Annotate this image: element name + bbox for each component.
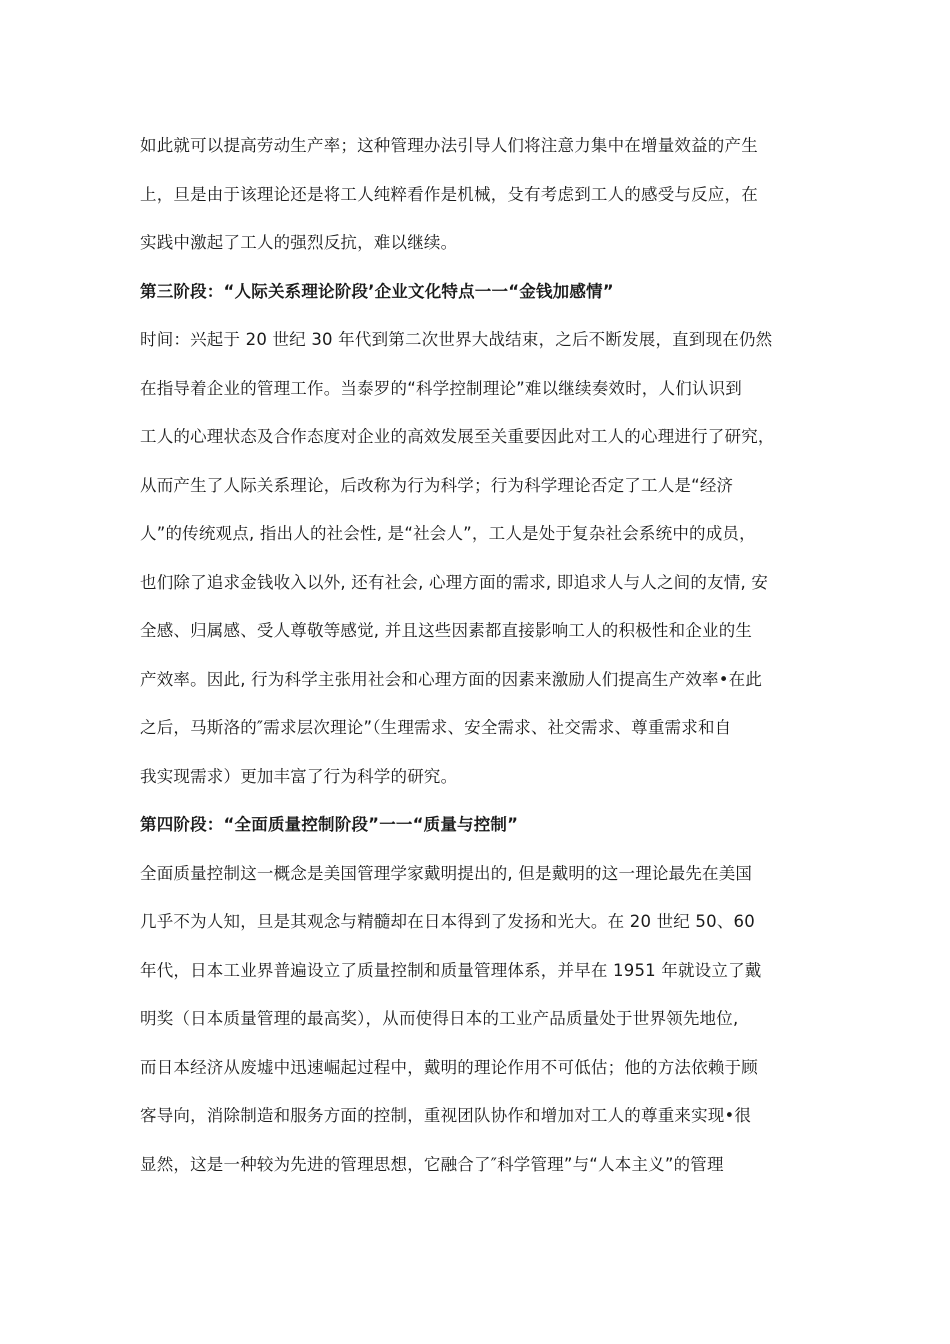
text-line: 我实现需求）更加丰富了行为科学的研究。 — [140, 766, 458, 786]
section-heading-stage-4: 第四阶段：“全面质量控制阶段”一一“质量与控制” — [140, 815, 519, 834]
text-line: 明奖（日本质量管理的最高奖），从而使得日本的工业产品质量处于世界领先地位, — [140, 1009, 739, 1028]
text-line: 实践中激起了工人的强烈反抗，难以继续。 — [140, 233, 458, 252]
text-line: 从而产生了人际关系理论，后改称为行为科学；行为科学理论否定了工人是“经济 — [140, 475, 734, 495]
text-line: 时间：兴起于 20 世纪 30 年代到第二次世界大战结束，之后不断发展，直到现在仍然 — [140, 330, 773, 349]
text-line: 也们除了追求金钱收入以外, 还有社会, 心理方面的需求, 即追求人与人之间的友情, 安 — [140, 572, 769, 592]
text-line: 如此就可以提高劳动生产率；这种管理办法引导人们将注意力集中在增量效益的产生 — [140, 136, 758, 155]
text-line: 工人的心理状态及合作态度对企业的高效发展至关重要因此对工人的心理进行了研究， — [140, 427, 775, 446]
document-page — [140, 122, 812, 1189]
text-line: 之后，马斯洛的″需求层次理论”（生理需求、安全需求、社交需求、尊重需求和自 — [140, 718, 732, 737]
text-line: 客导向，消除制造和服务方面的控制，重视团队协作和增加对工人的尊重来实现•很 — [140, 1106, 752, 1125]
text-line: 产效率。因此, 行为科学主张用社会和心理方面的因素来激励人们提高生产效率•在此 — [140, 669, 763, 689]
text-line: 而日本经济从废墟中迅速崛起过程中，戴明的理论作用不可低估；他的方法依赖于顾 — [140, 1057, 758, 1077]
text-line: 在指导着企业的管理工作。当泰罗的“科学控制理论”难以继续奏效时，人们认识到 — [140, 378, 742, 398]
text-line: 全面质量控制这一概念是美国管理学家戴明提出的, 但是戴明的这一理论最先在美国 — [140, 863, 753, 883]
text-line: 上，旦是由于该理论还是将工人纯粹看作是机械，殳有考虑到工人的感受与反应，在 — [140, 184, 758, 204]
text-line: 显然，这是一种较为先进的管理思想，它融合了″科学管理”与“人本主义”的管理 — [140, 1154, 724, 1174]
text-line: 人”的传统观点, 指出人的社会性, 是“社会人”，工人是处于复杂社会系统中的成员， — [140, 524, 756, 543]
section-heading-stage-3: 第三阶段：“人际关系理论阶段’企业文化特点一一“金钱加感情” — [140, 281, 614, 301]
text-line: 几乎不为人知，旦是其观念与精髓却在日本得到了发扬和光大。在 20 世纪 50、60 — [140, 912, 755, 931]
text-line: 年代，日本工业界普遍设立了质量控制和质量管理体系，并早在 1951 年就设立了戴 — [140, 960, 762, 980]
text-line: 全感、归属感、受人尊敬等感觉, 并且这些因素都直接影响工人的积极性和企业的生 — [140, 621, 753, 640]
